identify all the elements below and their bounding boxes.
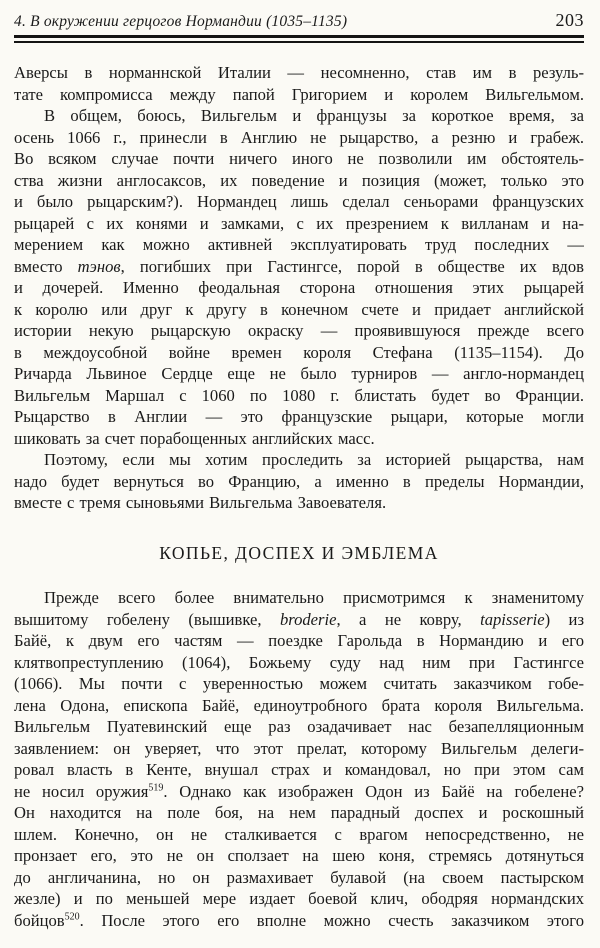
page-number: 203 <box>555 10 584 30</box>
text-segment: и дочерей. Именно феодальная сторона отношения этих рыцарей <box>14 278 584 297</box>
text-segment: ) из <box>544 609 584 629</box>
text-line <box>14 759 584 781</box>
text-line <box>14 406 584 428</box>
paragraph <box>14 105 584 449</box>
text-segment: не носил оружия <box>14 781 149 801</box>
header-rule <box>14 35 584 43</box>
text-segment: В общем, боюсь, Вильгельм и французы за короткое время, за <box>44 106 584 125</box>
text-line <box>14 609 584 631</box>
text-segment: тате компромисса между папой Григорием и королем Вильгельмом. <box>14 84 584 104</box>
text-line <box>14 845 584 867</box>
text-line <box>14 888 584 910</box>
text-segment: осень 1066 г., принесли в Англию не рыцарство, а резню и грабеж. <box>14 127 584 147</box>
text-segment: до англичанина, но он размахивает булавой (на своем пастырском <box>14 867 584 887</box>
paragraph <box>14 587 584 931</box>
section-heading: КОПЬЕ, ДОСПЕХ И ЭМБЛЕМА <box>159 542 439 563</box>
paragraph <box>14 449 584 514</box>
text-line <box>14 84 584 106</box>
text-line <box>14 62 584 84</box>
text-line <box>14 492 584 514</box>
text-line <box>14 127 584 149</box>
text-segment: лена Одона, епископа Байё, единоутробного брата короля Вильгельма. <box>14 695 584 715</box>
text-segment: . Однако как изображен Одон из Байё на гобелене? <box>163 781 584 801</box>
text-segment: Поэтому, если мы хотим проследить за историей рыцарства, нам <box>44 450 584 469</box>
text-line <box>14 652 584 674</box>
text-line <box>14 738 584 760</box>
text-segment: Прежде всего более внимательно присмотримся к знаменитому <box>44 588 584 607</box>
text-line <box>14 449 584 471</box>
text-line <box>14 213 584 235</box>
text-line <box>14 471 584 493</box>
text-line <box>14 716 584 738</box>
text-segment: . После этого его вполне можно счесть заказчиком этого <box>79 910 584 930</box>
text-segment: рыцарей с их конями и замками, с их презрением к вилланам и на- <box>14 213 584 233</box>
text-segment: и было рыцарским?). Нормандец лишь сделал сеньорами французских <box>14 192 584 211</box>
text-line <box>14 363 584 385</box>
text-segment: заявлением: он уверяет, что этот прелат, которому Вильгельм делеги- <box>14 738 584 758</box>
text-segment: tapisserie <box>480 609 545 629</box>
text-segment: Вильгельм Пуатевинский еще раз озадачивает нас безапелляционным <box>14 717 584 736</box>
text-line <box>14 256 584 278</box>
text-line <box>14 148 584 170</box>
text-segment: , погибших при Гастингсе, порой в обществе их вдов <box>120 256 584 276</box>
text-segment: клятвопреступлению (1064), Божьему суду над ним при Гастингсе <box>14 652 584 672</box>
text-line <box>14 695 584 717</box>
text-segment: вместо <box>14 256 78 276</box>
text-segment: ровал власть в Кенте, внушал страх и командовал, но при этом сам <box>14 760 584 779</box>
text-line <box>14 277 584 299</box>
text-segment: broderie <box>279 609 337 629</box>
text-segment: Байё, к двум его частям — поездке Гарольда в Нормандию и его <box>14 631 584 650</box>
text-line <box>14 781 584 803</box>
text-segment: шлем. Конечно, он не сталкивается с врагом непосредственно, не <box>14 824 584 844</box>
text-segment: , а не ковру, <box>336 609 481 629</box>
text-segment: вышитому гобелену (вышивке, <box>14 609 280 629</box>
text-segment: Аверсы в норманнской Италии — несомненно, став им в резуль- <box>14 63 584 82</box>
text-line <box>14 867 584 889</box>
text-segment: к королю или друг к другу в конечном счете и придает английской <box>14 299 584 319</box>
text-segment: истории некую рыцарскую окраску — проявившуюся прежде всего <box>14 321 584 340</box>
text-segment: шиковать за счет порабощенных английских масс. <box>14 428 375 448</box>
text-line <box>14 320 584 342</box>
paragraph <box>14 62 584 105</box>
text-line <box>14 673 584 695</box>
text-line <box>14 342 584 364</box>
text-segment: Во всяком случае почти ничего иного не позволили им обстоятель- <box>14 149 584 168</box>
text-segment: тэнов <box>77 256 121 276</box>
text-segment: Рыцарство в Англии — это французские рыцари, которые могли <box>14 407 584 426</box>
text-segment: мерением как можно активней эксплуатировать труд последних — <box>14 235 584 254</box>
text-line <box>14 802 584 824</box>
text-line <box>14 170 584 192</box>
text-line <box>14 428 584 450</box>
text-line <box>14 910 584 932</box>
text-segment: Вильгельм Маршал с 1060 по 1080 г. блистать будет во Франции. <box>14 385 584 405</box>
text-line <box>14 234 584 256</box>
page-header <box>14 10 584 31</box>
text-segment: (1066). Мы почти с уверенностью можем считать заказчиком гобе- <box>14 674 584 693</box>
text-segment: бойцов <box>14 910 65 930</box>
text-line <box>14 105 584 127</box>
text-line <box>14 824 584 846</box>
text-segment: жезле) и по меньшей мере издает боевой клич, ободряя нормандских <box>14 889 584 908</box>
text-line <box>14 385 584 407</box>
text-line <box>14 299 584 321</box>
text-segment: Ричарда Львиное Сердце еще не было турниров — англо-нормандец <box>14 364 584 383</box>
text-segment: Он находится на поле боя, на нем парадный доспех и роскошный <box>14 803 584 822</box>
text-line <box>14 587 584 609</box>
text-segment: ства жизни англосаксов, их поведение и позиция (может, только это <box>14 170 584 190</box>
running-title: 4. В окружении герцогов Нормандии (1035–1135) <box>14 13 348 30</box>
text-segment: надо будет вернуться во Францию, а именно в пределы Нормандии, <box>14 471 584 491</box>
page-body <box>14 62 584 931</box>
text-line <box>14 191 584 213</box>
footnote-ref: 519 <box>148 781 164 793</box>
text-segment: в междоусобной войне времен короля Стефана (1135–1154). До <box>14 342 584 362</box>
text-segment: пронзает его, это не он сползает на шею коня, стремясь дотянуться <box>14 846 584 865</box>
text-line <box>14 630 584 652</box>
text-segment: вместе с тремя сыновьями Вильгельма Завоевателя. <box>14 493 387 512</box>
footnote-ref: 520 <box>64 910 80 922</box>
